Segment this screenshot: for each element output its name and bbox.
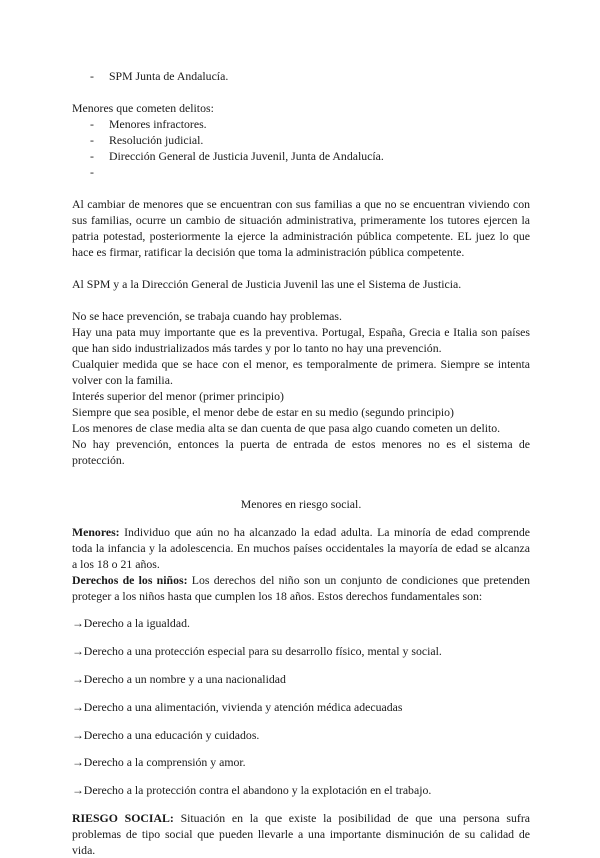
rights-list-item <box>72 782 530 798</box>
offenders-heading: Menores que cometen delitos: <box>72 101 214 115</box>
note-line: No hay prevención, entonces la puerta de entrada de estos menores no es el sistema de protección. <box>72 437 530 467</box>
arrow-icon: → <box>72 644 84 659</box>
rights-text: Derecho a un nombre y a una nacionalidad <box>83 671 286 686</box>
arrow-icon: → <box>72 783 84 798</box>
arrow-icon: → <box>72 755 84 770</box>
definition-text: Los derechos del niño son un conjunto de condiciones que pretenden proteger a los niños hasta que cumplen los 18 años. Estos derechos fundamentales son: <box>72 572 530 603</box>
rights-text: Derecho a la igualdad. <box>83 616 190 631</box>
top-bullet-item <box>72 68 530 84</box>
definition-rights <box>72 572 530 604</box>
rights-text: Derecho a una alimentación, vivienda y atención médica adecuadas <box>83 699 403 714</box>
definition-minors <box>72 524 530 572</box>
bullet-text: SPM Junta de Andalucía. <box>109 69 229 83</box>
rights-text: Derecho a la protección contra el abandono y la explotación en el trabajo. <box>83 783 432 798</box>
bullet-text: Dirección General de Justicia Juvenil, Junta de Andalucía. <box>109 149 384 163</box>
bullet-dash: - <box>90 69 94 83</box>
definition-term: RIESGO SOCIAL: <box>72 810 174 825</box>
rights-list-item <box>72 615 530 631</box>
bullet-text: Menores infractores. <box>109 117 207 131</box>
note-line: Los menores de clase media alta se dan cuenta de que pasa algo cuando cometen un delito. <box>72 421 501 435</box>
rights-text: Derecho a una educación y cuidados. <box>83 727 260 742</box>
definition-term: Derechos de los niños: <box>72 572 188 587</box>
rights-list-item <box>72 727 530 743</box>
rights-text: Derecho a una protección especial para su desarrollo físico, mental y social. <box>83 644 442 659</box>
bullet-dash: - <box>90 117 94 131</box>
bullet-dash: - <box>90 165 94 179</box>
offenders-bullet-item <box>72 132 530 148</box>
arrow-icon: → <box>72 727 84 742</box>
rights-text: Derecho a la comprensión y amor. <box>83 755 246 770</box>
offenders-bullet-item <box>72 148 530 164</box>
offenders-bullet-item <box>72 164 530 180</box>
arrow-icon: → <box>72 671 84 686</box>
bullet-text <box>109 165 112 179</box>
bullet-text: Resolución judicial. <box>109 133 204 147</box>
definition-text: Situación en la que existe la posibilidad de que una persona sufra problemas de tipo social que pueden llevarle a una importante disminución de su calidad de vida. <box>72 810 530 857</box>
rights-list-item <box>72 643 530 659</box>
note-line: Siempre que sea posible, el menor debe de estar en su medio (segundo principio) <box>72 405 454 419</box>
definition-social-risk <box>72 810 530 858</box>
rights-list-item <box>72 699 530 715</box>
section-title: Menores en riesgo social. <box>240 496 362 511</box>
note-line: Hay una pata muy importante que es la preventiva. Portugal, España, Grecia e Italia son países que han sido industrializados más tardes y por lo tanto no hay una prevención. <box>72 325 530 355</box>
note-line: Interés superior del menor (primer principio) <box>72 389 284 403</box>
arrow-icon: → <box>72 699 84 714</box>
definition-term: Menores: <box>72 524 120 539</box>
note-line: Cualquier medida que se hace con el menor, es temporalmente de primera. Siempre se intenta volver con la familia. <box>72 357 530 387</box>
rights-list-item <box>72 671 530 687</box>
paragraph-admin-change: Al cambiar de menores que se encuentran con sus familias a que no se encuentran viviendo con sus familias, ocurre un cambio de situación administrativa, primeramente los tutores ejercen la patria potestad, posteriormente la ejerce la administración pública competente. EL juez lo que hace es firmar, ratificar la decisión que toma la administración pública competente. <box>72 197 530 259</box>
paragraph-justice-system: Al SPM y a la Dirección General de Justicia Juvenil las une el Sistema de Justicia. <box>72 277 462 291</box>
rights-list-item <box>72 754 530 770</box>
document-body <box>72 68 530 858</box>
note-line: No se hace prevención, se trabaja cuando hay problemas. <box>72 309 342 323</box>
arrow-icon: → <box>72 616 84 631</box>
bullet-dash: - <box>90 149 94 163</box>
offenders-bullet-item <box>72 116 530 132</box>
definition-text: Individuo que aún no ha alcanzado la edad adulta. La minoría de edad comprende toda la infancia y la adolescencia. En muchos países occidentales la mayoría de edad se alcanza a los 18 o 21 años. <box>72 524 530 571</box>
bullet-dash: - <box>90 133 94 147</box>
